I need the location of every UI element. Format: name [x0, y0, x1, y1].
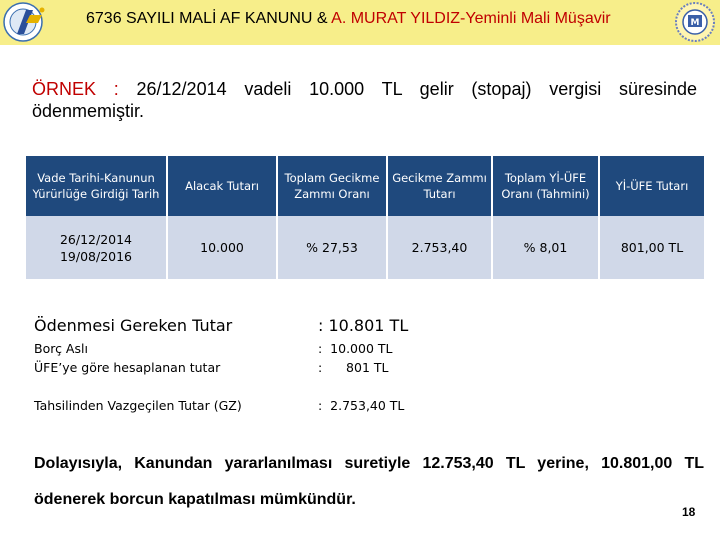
- due-date: 26/12/2014: [59, 231, 133, 247]
- example-statement: [32, 78, 697, 122]
- due-amount-label: Ödenmesi Gereken Tutar: [34, 316, 233, 335]
- due-amount-value: : 10.801 TL: [318, 316, 409, 335]
- amount-cell: 10.000: [167, 216, 277, 279]
- header-band: [0, 0, 720, 45]
- column-header: Gecikme Zammı Tutarı: [387, 156, 492, 216]
- column-header: Alacak Tutarı: [167, 156, 277, 216]
- column-header: Vade Tarihi-Kanunun Yürürlüğe Girdiği Tarih: [26, 156, 167, 216]
- effective-date: 19/08/2016: [59, 248, 133, 264]
- waived-amount-label: Tahsilinden Vazgeçilen Tutar (GZ): [34, 398, 242, 413]
- title-author: A. MURAT YILDIZ-Yeminli Mali Müşavir: [331, 10, 611, 27]
- page-number: 18: [682, 505, 696, 519]
- principal-value: : 10.000 TL: [318, 341, 393, 356]
- column-header: Yİ-ÜFE Tutarı: [599, 156, 704, 216]
- principal-label: Borç Aslı: [34, 341, 88, 356]
- ufe-amount-label: ÜFE’ye göre hesaplanan tutar: [34, 360, 221, 375]
- ufe-rate-cell: % 8,01: [492, 216, 599, 279]
- column-header: Toplam Yİ-ÜFE Oranı (Tahmini): [492, 156, 599, 216]
- delay-rate-cell: % 27,53: [277, 216, 387, 279]
- waived-amount-value: : 2.753,40 TL: [318, 398, 405, 413]
- page-title: [86, 10, 666, 28]
- calculation-table: [26, 156, 704, 279]
- column-header: Toplam Gecikme Zammı Oranı: [277, 156, 387, 216]
- example-text: 26/12/2014 vadeli 10.000 TL gelir (stopaj) vergisi süresinde ödenmemiştir.: [32, 79, 697, 121]
- table-header-row: [26, 156, 704, 216]
- title-prefix: 6736 SAYILI MALİ AF KANUNU &: [86, 10, 332, 27]
- institution-logo-icon: [2, 1, 48, 43]
- date-cell: [26, 216, 167, 279]
- svg-text:M: M: [690, 18, 700, 28]
- conclusion-text: Dolayısıyla, Kanundan yararlanılması suretiyle 12.753,40 TL yerine, 10.801,00 TL ödenerek borcun kapatılması mümkündür.: [34, 455, 704, 508]
- ufe-amount-value: : 801 TL: [318, 360, 389, 375]
- table-row: [26, 216, 704, 279]
- delay-amount-cell: 2.753,40: [387, 216, 492, 279]
- example-label: ÖRNEK :: [32, 79, 119, 99]
- ufe-amount-cell: 801,00 TL: [599, 216, 704, 279]
- chamber-seal-icon: [674, 1, 716, 43]
